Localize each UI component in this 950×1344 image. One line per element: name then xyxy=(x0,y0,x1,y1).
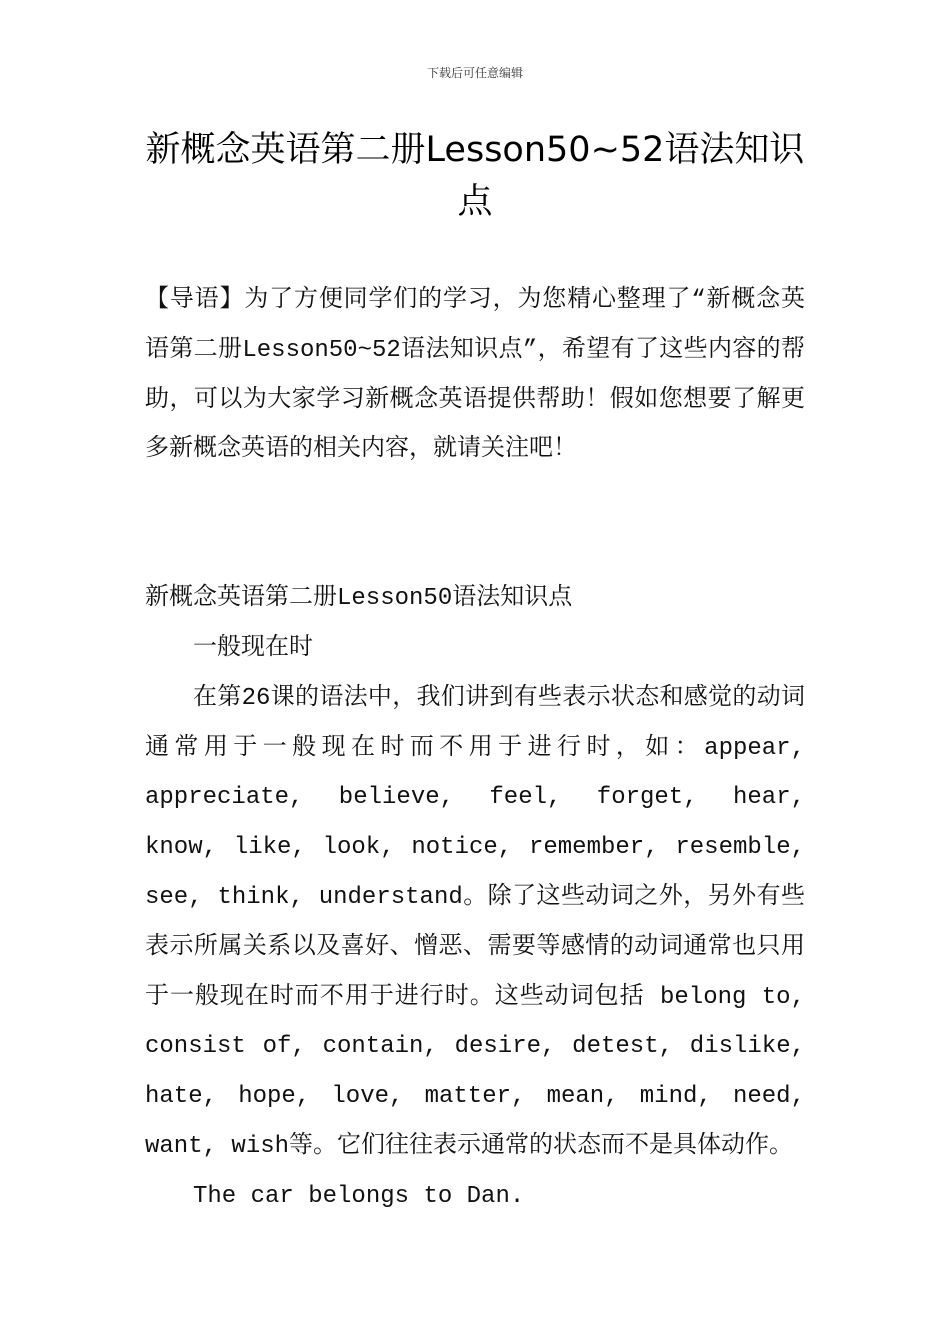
document-title: 新概念英语第二册Lesson50~52语法知识点 xyxy=(145,130,805,222)
page-header-note: 下载后可任意编辑 xyxy=(426,66,523,80)
section-content xyxy=(145,624,805,1222)
section-heading: 新概念英语第二册Lesson50语法知识点 xyxy=(145,585,573,612)
grammar-topic-heading: 一般现在时 xyxy=(193,635,313,662)
intro-paragraph: 【导语】为了方便同学们的学习，为您精心整理了“新概念英语第二册Lesson50~52语法知识点”，希望有了这些内容的帮助，可以为大家学习新概念英语提供帮助！假如您想要了解更多新概念英语的相关内容，就请关注吧！ xyxy=(145,287,805,464)
example-sentence: The car belongs to Dan. xyxy=(193,1182,525,1210)
grammar-explanation-paragraph: 在第26课的语法中，我们讲到有些表示状态和感觉的动词通常用于一般现在时而不用于进行时，如：appear, appreciate, believe, feel, forget, hear, know, like, look, notice, remember, resemble, see, think, understand。除了这些动词之外，另外有些表示所属关系以及喜好、憎恶、需要等感情的动词通常也只用于一般现在时而不用于进行时。这些动词包括 belong to, consist of, contain, desire, detest, dislike, hate, hope, love, matter, mean, mind, need, want, wish等。它们往往表示通常的状态而不是具体动作。 xyxy=(145,684,805,1160)
